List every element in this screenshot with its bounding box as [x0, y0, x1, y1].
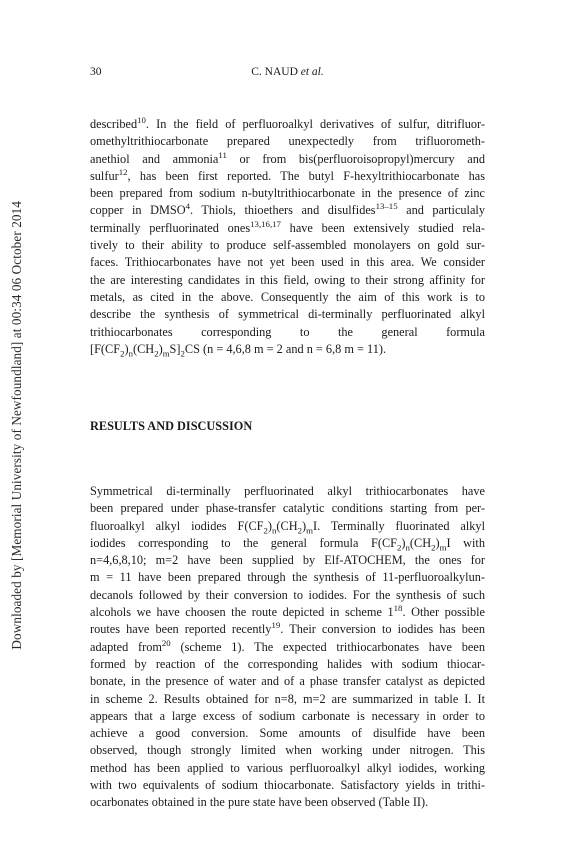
intro-paragraph [90, 116, 485, 358]
text-line: Symmetrical di-terminally perfluorinated alkyl trithiocarbonates have [90, 484, 485, 498]
page-number: 30 [90, 66, 102, 78]
text-line: adapted from$^{20}$ (scheme 1). The expected trithiocarbonates have been [90, 637, 485, 654]
text-line: copper in DMSO$^4$. Thiols, thioethers and disulfides$^{13-15}$ and particulaly [90, 201, 485, 218]
text-line: routes have been reported recently$^{19}$. Their conversion to iodides has been [90, 620, 485, 637]
download-watermark-text: Downloaded by [Memorial University of Newfoundland] at 00:34 06 October 2014 [9, 200, 24, 650]
running-head-author: C. NAUD [251, 66, 298, 78]
text-line: been prepared from sodium n-butyltrithiocarbonate in the presence of zinc [90, 186, 485, 201]
text-line: ocarbonates obtained in the pure state have been observed (Table II). [90, 795, 429, 810]
text-line: n=4,6,8,10; m=2 have been supplied by Elf-ATOCHEM, the ones for [90, 553, 485, 568]
text-line: metals, as cited in the above. Consequently the aim of this work is to [90, 289, 485, 304]
text-line: iodides corresponding to the general formula $F(CF_2)_n(CH_2)_mI$ with [90, 535, 485, 553]
running-head [90, 66, 485, 78]
text-line: describe the synthesis of symmetrical di-terminally perfluorinated alkyl [90, 307, 485, 322]
text-line: m = 11 have been prepared through the synthesis of 11-perfluoroalkylun- [90, 570, 485, 585]
text-line: with two equivalents of sodium thiocarbonate. Satisfactory yields in trithi- [90, 778, 485, 793]
text-line: in scheme 2. Results obtained for n=8, m=2 are summarized in table I. It [90, 691, 485, 706]
text-line: anethiol and ammonia$^{11}$ or from bis(perfluoroisopropyl)mercury and [90, 149, 485, 166]
text-line: sulfur$^{12}$, has been first reported. The butyl F-hexyltrithiocarbonate has [90, 166, 485, 183]
text-line: terminally perfluorinated ones$^{13,16,17}$ have been extensively studied rela- [90, 218, 485, 235]
page-header [90, 66, 485, 84]
text-line: bonate, in the presence of water and of a phase transfer catalyst as depicted [90, 674, 485, 689]
download-watermark [2, 185, 32, 665]
text-line: fluoroalkyl alkyl iodides $F(CF_2)_n(CH_2)_mI$. Terminally fluorinated alkyl [90, 518, 485, 536]
text-line: $[F(CF_2)_n(CH_2)_mS]_2CS$ (n = 4,6,8 m = 2 and n = 6,8 m = 11). [90, 341, 387, 359]
text-line: described$^{10}$. In the field of perfluoroalkyl derivatives of sulfur, ditrifluor- [90, 114, 485, 131]
text-line: faces. Trithiocarbonates have not yet been used in this area. We consider [90, 255, 485, 270]
section-heading: RESULTS AND DISCUSSION [90, 419, 253, 433]
text-line: achieve a good conversion. Some amounts of disulfide have been [90, 726, 485, 741]
text-line: decanols followed by their conversion to iodides. For the synthesis of such [90, 587, 485, 602]
text-line: observed, though strongly limited when working under nitrogen. This [90, 743, 485, 758]
running-head-et-al: et al. [300, 66, 324, 78]
text-line: alcohols we have choosen the route depicted in scheme $1^{18}$. Other possible [90, 602, 485, 620]
text-line: method has been applied to various perfluoroalkyl alkyl iodides, working [90, 760, 485, 775]
text-line: been prepared under phase-transfer catalytic conditions starting from per- [90, 501, 485, 516]
text-line: omethyltrithiocarbonate prepared unexpectedly from trifluorometh- [90, 134, 485, 149]
text-line: trithiocarbonates corresponding to the general formula [90, 324, 485, 339]
results-paragraph [90, 483, 485, 812]
text-line: formed by reaction of the corresponding halides with sodium thiocar- [90, 656, 485, 671]
text-line: the are interesting candidates in this field, owing to their strong affinity for [90, 272, 485, 287]
text-line: appears that a large excess of sodium carbonate is necessary in order to [90, 708, 485, 723]
text-line: tively to their ability to produce self-assembled monolayers on gold sur- [90, 238, 485, 253]
